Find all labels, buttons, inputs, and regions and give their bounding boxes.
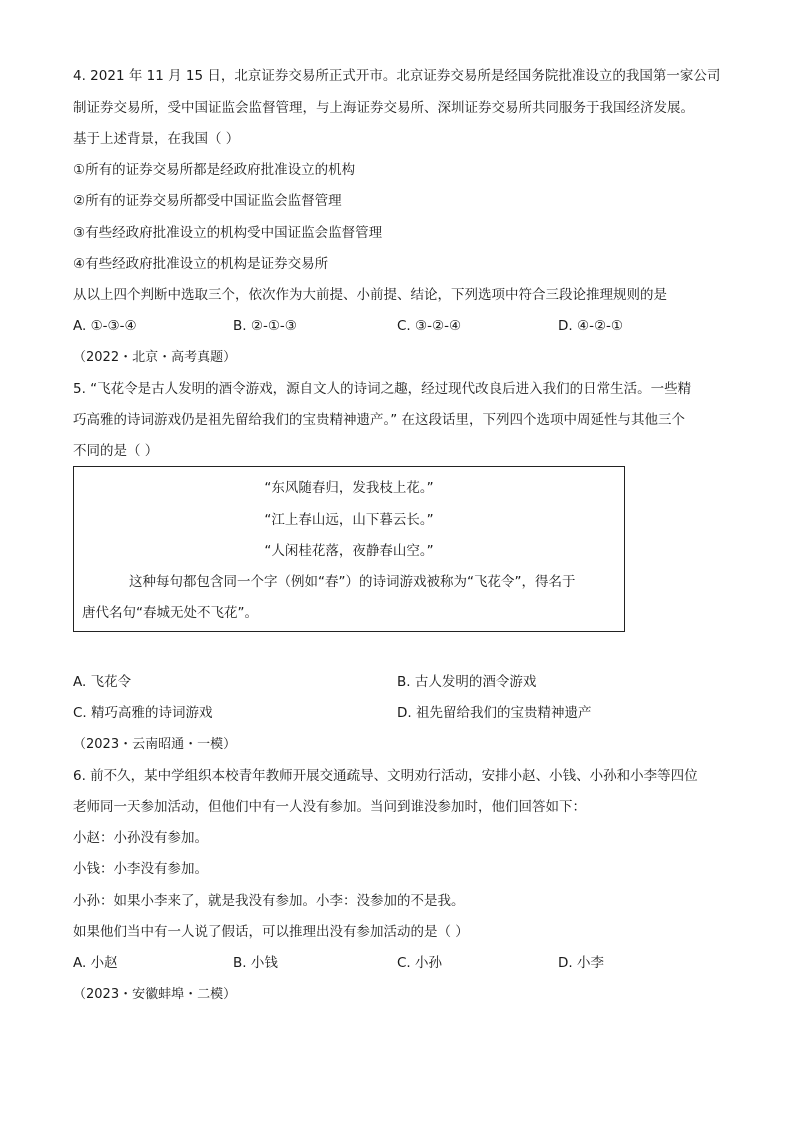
q4-question: 从以上四个判断中选取三个，依次作为大前提、小前提、结论，下列选项中符合三段论推理规则的是 (73, 287, 667, 303)
q4-stem-line1: 4. 2021 年 11 月 15 日，北京证券交易所正式开市。北京证券交易所是经国务院批准设立的我国第一家公司 (73, 68, 721, 84)
q5-poem-line2: “江上春山远，山下暮云长。” (264, 512, 434, 528)
q5-option-c[interactable]: C. 精巧高雅的诗词游戏 (73, 705, 213, 721)
q6-option-b[interactable]: B. 小钱 (233, 955, 278, 971)
q5-stem-line2: 巧高雅的诗词游戏仍是祖先留给我们的宝贵精神遗产。” 在这段话里，下列四个选项中周延性与其他三个 (73, 412, 686, 428)
q4-judgment-1: ①所有的证券交易所都是经政府批准设立的机构 (73, 162, 356, 178)
q5-poem-line1: “东风随春归，发我枝上花。” (264, 480, 434, 496)
q6-option-c[interactable]: C. 小孙 (397, 955, 443, 971)
q6-statement-qian: 小钱：小李没有参加。 (73, 861, 208, 877)
q6-stem-line1: 6. 前不久，某中学组织本校青年教师开展交通疏导、文明劝行活动，安排小赵、小钱、小孙和小李等四位 (73, 768, 698, 784)
q5-poem-line3: “人闲桂花落，夜静春山空。” (264, 543, 434, 559)
q6-stem-line2: 老师同一天参加活动，但他们中有一人没有参加。当问到谁没参加时，他们回答如下： (73, 799, 586, 815)
q6-statement-zhao: 小赵：小孙没有参加。 (73, 830, 208, 846)
q4-stem-line2: 制证券交易所，受中国证监会监督管理，与上海证券交易所、深圳证券交易所共同服务于我国经济发展。 (73, 100, 694, 116)
q6-source: （2023・安徽蚌埠・二模） (73, 987, 237, 1002)
q6-question: 如果他们当中有一人说了假话，可以推理出没有参加活动的是（ ） (73, 924, 469, 940)
q6-option-a[interactable]: A. 小赵 (73, 955, 118, 971)
q5-option-a[interactable]: A. 飞花令 (73, 674, 132, 690)
q5-option-d[interactable]: D. 祖先留给我们的宝贵精神遗产 (397, 705, 592, 721)
q5-stem-line1: 5. “飞花令是古人发明的酒令游戏，源自文人的诗词之趣，经过现代改良后进入我们的日常生活。一些精 (73, 381, 692, 397)
q5-material-text2: 唐代名句“春城无处不飞花”。 (82, 605, 258, 621)
q5-option-b[interactable]: B. 古人发明的酒令游戏 (397, 674, 537, 690)
q4-option-c[interactable]: C. ③-②-④ (397, 318, 462, 334)
q5-source: （2023・云南昭通・一模） (73, 737, 237, 752)
q6-option-d[interactable]: D. 小李 (558, 955, 604, 971)
q4-judgment-2: ②所有的证券交易所都受中国证监会监督管理 (73, 193, 342, 209)
q5-material-text1: 这种每句都包含同一个字（例如“春”）的诗词游戏被称为“飞花令”，得名于 (129, 574, 576, 590)
q6-statement-sun-li: 小孙：如果小李来了，就是我没有参加。小李：没参加的不是我。 (73, 893, 465, 909)
q4-option-d[interactable]: D. ④-②-① (558, 318, 624, 334)
q5-material-box (73, 466, 625, 632)
q4-option-a[interactable]: A. ①-③-④ (73, 318, 137, 334)
q4-source: （2022・北京・高考真题） (73, 350, 237, 365)
q4-stem-line3: 基于上述背景，在我国（ ） (73, 131, 240, 147)
q4-judgment-4: ④有些经政府批准设立的机构是证券交易所 (73, 256, 329, 272)
q4-option-b[interactable]: B. ②-①-③ (233, 318, 297, 334)
q4-judgment-3: ③有些经政府批准设立的机构受中国证监会监督管理 (73, 225, 383, 241)
q5-stem-line3: 不同的是（ ） (73, 443, 159, 459)
